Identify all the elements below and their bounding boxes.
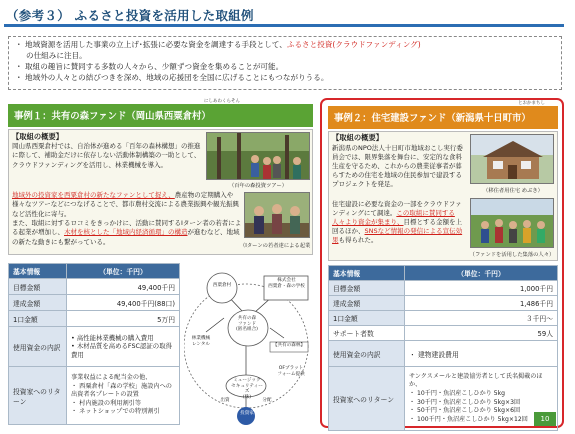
investor-node: 投資家 [240,411,254,416]
intro-box [8,36,562,90]
case-2-overview-title: 【取組の概要】 [332,133,384,142]
investor-returns: 事業収益による配当金の他、 ・ 西粟倉村「森の学校」施設内への出資者名プレートの設置 ・ 村内施設の利用割引等 ・ ネットショップでの特別割引 [67,367,180,425]
case-2-info-table [328,265,558,431]
table-key: サポート者数 [329,326,405,341]
table-key: 使用資金の内訳 [329,341,405,367]
case-2-ruby: とおかまちし [518,101,545,106]
iturn-youth-caption: （Iターンの若者達による起業 [240,243,311,249]
use-of-funds: ・ 建物建設費用 [405,341,558,367]
migrant-house-photo [470,134,554,184]
table-key: 投資家へのリターン [329,367,405,431]
house-caption: （移住者用住宅 めぶき） [483,188,543,194]
case-1-info-table [8,263,180,425]
invest-label: 出資 [220,398,230,403]
title-rule [4,24,564,27]
page-title: （参考３） ふるさと投資を活用した取組例 [6,8,254,23]
forest-tour-photo [206,132,310,180]
case-2-text-1: 新潟県のNPO法人十日町市地域おこし実行委員会では、限界集落を舞台に、安定的な食料生産を守るため、これからの農業従事者が暮らすための住宅を地域の住民参加で建設するプロジェクトを発足。 [332,144,463,188]
case-2-header: 事例２：住宅建設ファンド（新潟県十日町市） [328,106,558,129]
table-key: 目標金額 [329,281,405,296]
village-people-photo [470,198,554,248]
page-number: 10 [534,412,556,426]
table-key: 達成金額 [329,296,405,311]
school-node: 株式会社 西粟倉・森の学校 [268,278,305,289]
fund-node: 共有の森 ファンド (匿名組合) [236,316,258,333]
table-head-unit: （単位：千円） [405,266,558,281]
table-value: 49,400千円(88口) [67,295,180,311]
forest-tour-caption: （百年の森投資ツアー） [228,183,288,189]
table-value: 59人 [405,326,558,341]
table-value: 1,486千円 [405,296,558,311]
case-1-card [8,98,313,428]
case-1-header: 事例１：共有の森ファンド（岡山県西粟倉村） [8,104,313,127]
case-1-overview-title: 【取組の概要】 [12,132,64,141]
intro-line-1: ・ 地域資源を活用した事業の立上げ･拡張に必要な資金を調達する手段として、ふるさと投資(クラウドファンディング) [15,40,421,49]
people-caption: （ファンドを活用した集落の人々） [469,252,555,258]
table-key: 1口金額 [329,311,405,326]
investor-returns: サンクスメールと建設協労者として氏名掲載のほか、 ・ 10千円・魚沼産こしひかり 5kg ・ 30千円・魚沼産こしひかり 5kg×3回 ・ 50千円・魚沼産こしひかり 5kg×6回 ・ 100千円・魚沼産こしひかり 5kg×12回 [405,367,558,431]
table-value: 5万円 [67,311,180,327]
village-node: 西粟倉村 [212,283,232,288]
case-1-text-2: 地域外の投資家を西粟倉村の新たなファンとして捉え、農産物の定期購入や様々なツアーなどにつなげることで、都市農村交流による農業振興や観光振興など活性化に寄与。 [12,191,240,218]
dividend-label: 分配 [262,398,272,403]
table-head-key: 基本情報 [329,266,405,281]
intro-line-1-cont: の仕組みに注目。 [26,51,87,60]
table-key: 達成金額 [9,295,67,311]
table-head-unit: （単位：千円） [67,264,180,279]
intro-highlight: ふるさと投資(クラウドファンディング) [286,40,421,49]
music-securities-node: ミュージック セキュリティーズ (株) [231,378,263,400]
table-value: 49,400千円 [67,279,180,295]
table-value: 1,000千円 [405,281,558,296]
table-head-key: 基本情報 [9,264,67,279]
table-key: 使用資金の内訳 [9,327,67,367]
case-2-text-2: 住宅建設に必要な資金の一部をクラウドファンディングにて調達。この取組に賛同する人々より資金が集まり、目標とする金額を上回るほか、SNSなど情報の発信による宣伝効果も得られた。 [332,200,463,244]
table-key: 1口金額 [9,311,67,327]
rental-label: 林業機械 レンタル [191,336,211,347]
table-key: 目標金額 [9,279,67,295]
contract-label: 【共有の森林】 [272,343,306,348]
intro-line-3: ・ 地域外の人々との結びつきを深め、地域の応援団を全国に広げることにもつながりうる。 [15,73,329,82]
intro-line-2: ・ 取組の趣旨に賛同する多数の人々から、少額ずつ資金を集めることが可能。 [15,62,284,71]
case-1-text-3: また、取組に対するロコミをきっかけに、活動に賛同するIターン者の若者による起業が増加し、木材を核とした「地域内経済循環」の構造が進むなど、地域の新たな動きにも繋がっている。 [12,219,242,246]
table-key: 投資家へのリターン [9,367,67,425]
case-2-card [320,98,564,428]
case-1-ruby: にしあわくらそん [204,99,240,104]
table-value: ３千円～ [405,311,558,326]
platform-label: OFプラット フォーム提供 [277,366,305,377]
case-1-text-1: 岡山県西粟倉村では、自治体が進める「百年の森林構想」の推進に際して、補助金だけに依存しない活動体制構築の一助として、クラウドファンディングを活用し、林業機械を導入。 [12,142,201,169]
iturn-youth-photo [244,192,310,238]
use-of-funds: • 高性能林業機械の購入費用 • 木材品質を高めるFSC認証の取得費用 [67,327,180,367]
